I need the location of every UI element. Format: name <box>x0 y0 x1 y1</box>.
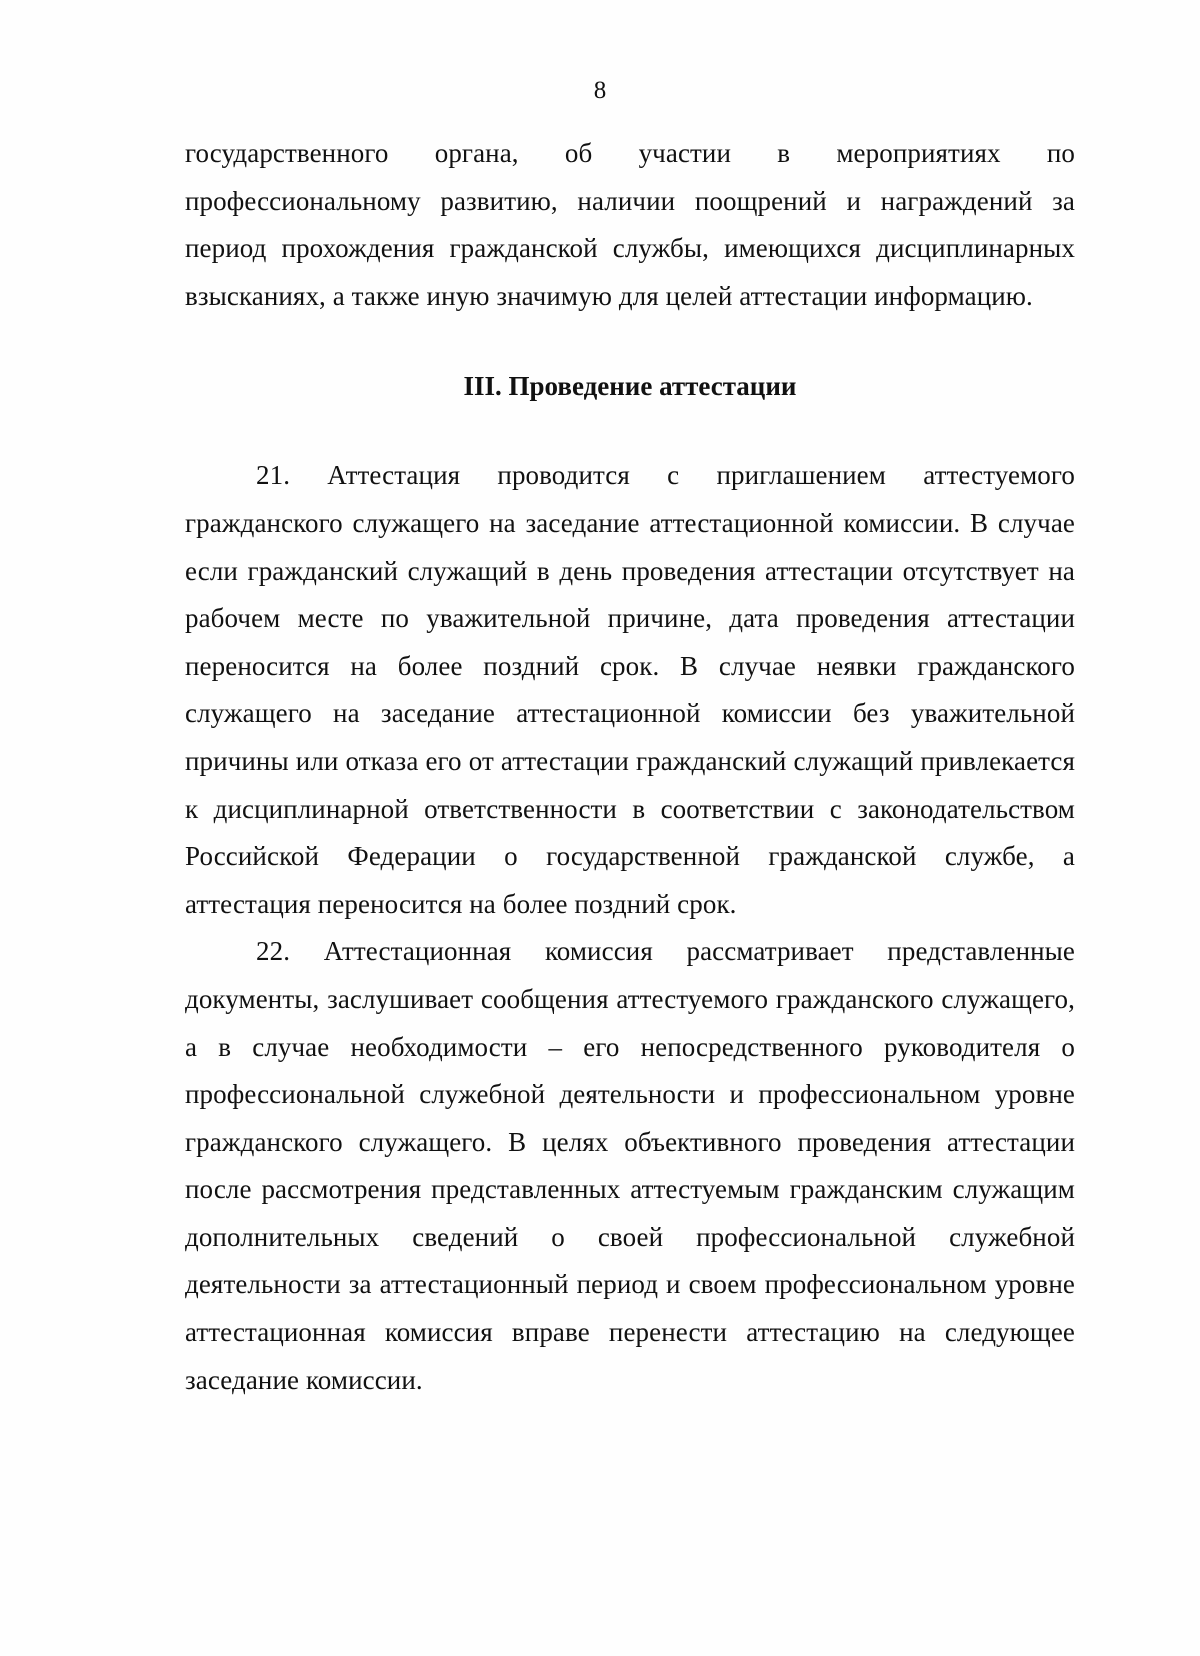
paragraph-continued: государственного органа, об участии в мероприятиях по профессиональному развитию, наличии поощрений и награждений за период прохождения гражданской службы, имеющихся дисциплинарных взысканиях, а также иную значимую для целей аттестации информацию. <box>185 138 1075 311</box>
section-heading: III. Проведение аттестации <box>463 371 797 402</box>
spacer <box>185 406 1075 452</box>
document-body <box>185 130 1075 1404</box>
page-number: 8 <box>593 77 607 104</box>
paragraph-22: 22. Аттестационная комиссия рассматривает представленные документы, заслушивает сообщения аттестуемого гражданского служащего, а в случае необходимости – его непосредственного руководителя о профессиональной служебной деятельности и профессиональном уровне гражданского служащего. В целях объективного проведения аттестации после рассмотрения представленных аттестуемым гражданским служащим дополнительных сведений о своей профессиональной служебной деятельности за аттестационный период и своем профессиональном уровне аттестационная комиссия вправе перенести аттестацию на следующее заседание комиссии. <box>185 936 1075 1395</box>
paragraph-21: 21. Аттестация проводится с приглашением аттестуемого гражданского служащего на заседание аттестационной комиссии. В случае если гражданский служащий в день проведения аттестации отсутствует на рабочем месте по уважительной причине, дата проведения аттестации переносится на более поздний срок. В случае неявки гражданского служащего на заседание аттестационной комиссии без уважительной причины или отказа его от аттестации гражданский служащий привлекается к дисциплинарной ответственности в соответствии с законодательством Российской Федерации о государственной гражданской службе, а аттестация переносится на более поздний срок. <box>185 460 1075 919</box>
spacer <box>185 320 1075 366</box>
